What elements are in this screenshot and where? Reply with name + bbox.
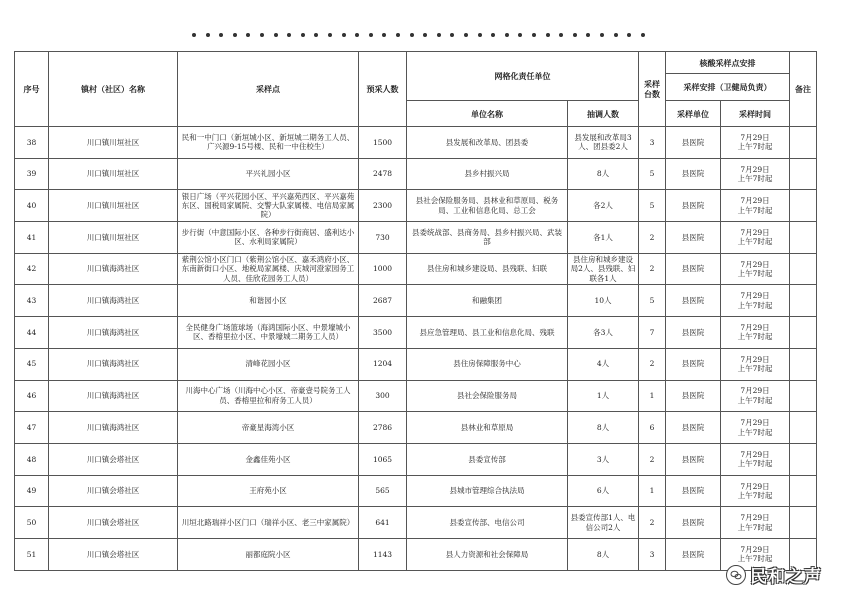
dot bbox=[246, 33, 250, 37]
cell-unit: 县乡村振兴局 bbox=[407, 158, 568, 190]
cell-sample-unit: 县医院 bbox=[666, 348, 721, 380]
cell-village: 川口镇海鸿社区 bbox=[49, 253, 178, 285]
cell-sample-time bbox=[721, 412, 790, 444]
dot bbox=[410, 33, 414, 37]
dot bbox=[478, 33, 482, 37]
dot bbox=[314, 33, 318, 37]
cell-point: 平兴礼园小区 bbox=[178, 158, 359, 190]
cell-stations: 2 bbox=[639, 253, 666, 285]
cell-staff: 6人 bbox=[568, 475, 639, 507]
cell-staff: 10人 bbox=[568, 285, 639, 317]
cell-note bbox=[790, 127, 817, 159]
cell-point: 川海中心广场（川海中心小区、帝豪壹号院务工人员、香榕里拉和府务工人员） bbox=[178, 380, 359, 412]
wechat-icon bbox=[726, 565, 746, 585]
sample-start: 上午7时起 bbox=[737, 142, 773, 152]
cell-village: 川口镇会塔社区 bbox=[49, 443, 178, 475]
cell-stations: 1 bbox=[639, 475, 666, 507]
cell-unit: 县城市管理综合执法局 bbox=[407, 475, 568, 507]
sample-date: 7月29日 bbox=[740, 513, 770, 523]
cell-sample-unit: 县医院 bbox=[666, 507, 721, 539]
cell-village: 川口镇海鸿社区 bbox=[49, 317, 178, 349]
cell-staff: 县委宣传部1人、电信公司2人 bbox=[568, 507, 639, 539]
col-expected: 预采人数 bbox=[359, 52, 407, 127]
cell-unit: 县林业和草原局 bbox=[407, 412, 568, 444]
cell-point: 王府苑小区 bbox=[178, 475, 359, 507]
cell-stations: 6 bbox=[639, 412, 666, 444]
sample-start: 上午7时起 bbox=[737, 522, 773, 532]
cell-note bbox=[790, 380, 817, 412]
col-plan-sub: 采样安排（卫健局负责） bbox=[666, 74, 790, 101]
cell-seq: 43 bbox=[15, 285, 49, 317]
cell-sample-time bbox=[721, 380, 790, 412]
dot bbox=[546, 33, 550, 37]
cell-unit: 县人力资源和社会保障局 bbox=[407, 538, 568, 570]
dot bbox=[600, 33, 604, 37]
cell-note bbox=[790, 507, 817, 539]
header-dots bbox=[192, 33, 652, 39]
table-row bbox=[15, 538, 817, 570]
sample-start: 上午7时起 bbox=[737, 459, 773, 469]
cell-seq: 39 bbox=[15, 158, 49, 190]
watermark bbox=[726, 562, 822, 587]
cell-point: 清峰花园小区 bbox=[178, 348, 359, 380]
sample-start: 上午7时起 bbox=[737, 427, 773, 437]
sampling-table bbox=[14, 51, 817, 571]
sample-start: 上午7时起 bbox=[737, 395, 773, 405]
cell-unit: 县社会保险服务局 bbox=[407, 380, 568, 412]
cell-sample-time bbox=[721, 317, 790, 349]
table-row bbox=[15, 507, 817, 539]
sample-start: 上午7时起 bbox=[737, 490, 773, 500]
cell-unit: 县委宣传部 bbox=[407, 443, 568, 475]
cell-sample-time bbox=[721, 127, 790, 159]
cell-unit: 和融集团 bbox=[407, 285, 568, 317]
cell-note bbox=[790, 222, 817, 254]
cell-sample-unit: 县医院 bbox=[666, 538, 721, 570]
sample-start: 上午7时起 bbox=[737, 269, 773, 279]
cell-seq: 50 bbox=[15, 507, 49, 539]
cell-expected: 300 bbox=[359, 380, 407, 412]
cell-unit: 县住房和城乡建设局、县残联、妇联 bbox=[407, 253, 568, 285]
cell-stations: 3 bbox=[639, 538, 666, 570]
sample-date: 7月29日 bbox=[740, 418, 770, 428]
cell-village: 川口镇海鸿社区 bbox=[49, 412, 178, 444]
cell-note bbox=[790, 317, 817, 349]
cell-seq: 41 bbox=[15, 222, 49, 254]
cell-point: 和谐园小区 bbox=[178, 285, 359, 317]
cell-note bbox=[790, 190, 817, 222]
cell-stations: 2 bbox=[639, 507, 666, 539]
sample-start: 上午7时起 bbox=[737, 300, 773, 310]
sample-date: 7月29日 bbox=[740, 544, 770, 554]
cell-seq: 42 bbox=[15, 253, 49, 285]
cell-sample-unit: 县医院 bbox=[666, 127, 721, 159]
dot bbox=[559, 33, 563, 37]
dot bbox=[219, 33, 223, 37]
dot bbox=[627, 33, 631, 37]
sample-start: 上午7时起 bbox=[737, 205, 773, 215]
cell-village: 川口镇海鸿社区 bbox=[49, 285, 178, 317]
dot bbox=[369, 33, 373, 37]
cell-expected: 1500 bbox=[359, 127, 407, 159]
cell-note bbox=[790, 348, 817, 380]
cell-sample-time bbox=[721, 222, 790, 254]
cell-point: 紫荆公馆小区门口（紫荆公馆小区、嘉禾鸿府小区、东南新街口小区、地税局家属楼、庆城河澄家园务工人员、佳欣花园务工人员） bbox=[178, 253, 359, 285]
cell-village: 川口镇会塔社区 bbox=[49, 507, 178, 539]
cell-staff: 各1人 bbox=[568, 222, 639, 254]
dot bbox=[328, 33, 332, 37]
sample-date: 7月29日 bbox=[740, 291, 770, 301]
col-unit-name: 单位名称 bbox=[407, 101, 568, 127]
cell-village: 川口镇海鸿社区 bbox=[49, 380, 178, 412]
table-row bbox=[15, 443, 817, 475]
sample-date: 7月29日 bbox=[740, 196, 770, 206]
cell-unit: 县住房保障服务中心 bbox=[407, 348, 568, 380]
cell-stations: 2 bbox=[639, 348, 666, 380]
sample-date: 7月29日 bbox=[740, 481, 770, 491]
cell-point: 银日广场（平兴花园小区、平兴嘉苑西区、平兴嘉苑东区、国税局家属院、交警大队家属楼、电信局家属院） bbox=[178, 190, 359, 222]
cell-staff: 8人 bbox=[568, 412, 639, 444]
sample-date: 7月29日 bbox=[740, 164, 770, 174]
cell-seq: 40 bbox=[15, 190, 49, 222]
cell-village: 川口镇川垣社区 bbox=[49, 158, 178, 190]
dot bbox=[437, 33, 441, 37]
sample-start: 上午7时起 bbox=[737, 174, 773, 184]
dot bbox=[573, 33, 577, 37]
cell-expected: 2687 bbox=[359, 285, 407, 317]
cell-expected: 641 bbox=[359, 507, 407, 539]
dot bbox=[233, 33, 237, 37]
col-grid-unit: 网格化责任单位 bbox=[407, 52, 639, 101]
cell-village: 川口镇海鸿社区 bbox=[49, 348, 178, 380]
dot bbox=[532, 33, 536, 37]
sample-start: 上午7时起 bbox=[737, 332, 773, 342]
cell-sample-unit: 县医院 bbox=[666, 253, 721, 285]
col-plan-group: 核酸采样点安排 bbox=[666, 52, 790, 74]
col-sample-unit: 采样单位 bbox=[666, 101, 721, 127]
cell-village: 川口镇川垣社区 bbox=[49, 222, 178, 254]
dot bbox=[382, 33, 386, 37]
cell-sample-unit: 县医院 bbox=[666, 222, 721, 254]
cell-seq: 44 bbox=[15, 317, 49, 349]
table-row bbox=[15, 475, 817, 507]
table-row bbox=[15, 127, 817, 159]
cell-point: 川垣北路瑞祥小区门口（瑞祥小区、老三中家属院） bbox=[178, 507, 359, 539]
cell-village: 川口镇会塔社区 bbox=[49, 475, 178, 507]
table-row bbox=[15, 348, 817, 380]
cell-point: 步行街（中意国际小区、各种步行街商居、盛利达小区、水利局家属院） bbox=[178, 222, 359, 254]
cell-stations: 7 bbox=[639, 317, 666, 349]
sample-start: 上午7时起 bbox=[737, 364, 773, 374]
table-row bbox=[15, 412, 817, 444]
cell-staff: 4人 bbox=[568, 348, 639, 380]
cell-staff: 县住房和城乡建设局2人、县残联、妇联各1人 bbox=[568, 253, 639, 285]
col-point: 采样点 bbox=[178, 52, 359, 127]
cell-expected: 1065 bbox=[359, 443, 407, 475]
cell-sample-unit: 县医院 bbox=[666, 380, 721, 412]
cell-village: 川口镇川垣社区 bbox=[49, 190, 178, 222]
dot bbox=[423, 33, 427, 37]
cell-note bbox=[790, 475, 817, 507]
col-seq: 序号 bbox=[15, 52, 49, 127]
sample-start: 上午7时起 bbox=[737, 237, 773, 247]
table-row bbox=[15, 285, 817, 317]
cell-sample-unit: 县医院 bbox=[666, 475, 721, 507]
sample-date: 7月29日 bbox=[740, 323, 770, 333]
cell-seq: 47 bbox=[15, 412, 49, 444]
dot bbox=[491, 33, 495, 37]
cell-expected: 730 bbox=[359, 222, 407, 254]
sample-date: 7月29日 bbox=[740, 132, 770, 142]
dot bbox=[505, 33, 509, 37]
dot bbox=[355, 33, 359, 37]
cell-stations: 5 bbox=[639, 190, 666, 222]
sample-date: 7月29日 bbox=[740, 228, 770, 238]
col-stations: 采样台数 bbox=[639, 52, 666, 127]
cell-staff: 8人 bbox=[568, 538, 639, 570]
cell-sample-time bbox=[721, 285, 790, 317]
col-village: 镇村（社区）名称 bbox=[49, 52, 178, 127]
cell-staff: 3人 bbox=[568, 443, 639, 475]
cell-sample-unit: 县医院 bbox=[666, 285, 721, 317]
cell-note bbox=[790, 158, 817, 190]
sample-date: 7月29日 bbox=[740, 386, 770, 396]
cell-staff: 各3人 bbox=[568, 317, 639, 349]
cell-village: 川口镇川垣社区 bbox=[49, 127, 178, 159]
watermark-text: 民和之声 bbox=[750, 567, 822, 587]
table-row bbox=[15, 380, 817, 412]
cell-note bbox=[790, 443, 817, 475]
cell-seq: 51 bbox=[15, 538, 49, 570]
cell-sample-time bbox=[721, 348, 790, 380]
cell-sample-time bbox=[721, 475, 790, 507]
cell-seq: 46 bbox=[15, 380, 49, 412]
cell-expected: 2786 bbox=[359, 412, 407, 444]
dot bbox=[274, 33, 278, 37]
cell-stations: 3 bbox=[639, 127, 666, 159]
table-row bbox=[15, 190, 817, 222]
cell-unit: 县发展和改革局、团县委 bbox=[407, 127, 568, 159]
dot bbox=[396, 33, 400, 37]
cell-stations: 1 bbox=[639, 380, 666, 412]
cell-stations: 5 bbox=[639, 285, 666, 317]
dot bbox=[301, 33, 305, 37]
dot bbox=[586, 33, 590, 37]
cell-expected: 1143 bbox=[359, 538, 407, 570]
dot bbox=[287, 33, 291, 37]
cell-sample-time bbox=[721, 507, 790, 539]
col-note: 备注 bbox=[790, 52, 817, 127]
cell-point: 金鑫佳苑小区 bbox=[178, 443, 359, 475]
cell-staff: 1人 bbox=[568, 380, 639, 412]
sample-date: 7月29日 bbox=[740, 259, 770, 269]
cell-seq: 49 bbox=[15, 475, 49, 507]
cell-expected: 565 bbox=[359, 475, 407, 507]
cell-sample-time bbox=[721, 253, 790, 285]
cell-sample-unit: 县医院 bbox=[666, 412, 721, 444]
dot bbox=[206, 33, 210, 37]
dot bbox=[450, 33, 454, 37]
table-body bbox=[15, 127, 817, 571]
dot bbox=[260, 33, 264, 37]
cell-seq: 38 bbox=[15, 127, 49, 159]
cell-sample-time bbox=[721, 443, 790, 475]
col-sample-time: 采样时间 bbox=[721, 101, 790, 127]
cell-point: 丽都庭院小区 bbox=[178, 538, 359, 570]
cell-stations: 2 bbox=[639, 443, 666, 475]
cell-staff: 县发展和改革局3人、团县委2人 bbox=[568, 127, 639, 159]
dot bbox=[614, 33, 618, 37]
table-row bbox=[15, 317, 817, 349]
cell-unit: 县应急管理局、县工业和信息化局、残联 bbox=[407, 317, 568, 349]
cell-note bbox=[790, 253, 817, 285]
cell-point: 帝豪星海湾小区 bbox=[178, 412, 359, 444]
cell-stations: 5 bbox=[639, 158, 666, 190]
dot bbox=[464, 33, 468, 37]
dot bbox=[342, 33, 346, 37]
sample-date: 7月29日 bbox=[740, 354, 770, 364]
cell-stations: 2 bbox=[639, 222, 666, 254]
cell-expected: 2300 bbox=[359, 190, 407, 222]
sample-date: 7月29日 bbox=[740, 449, 770, 459]
cell-unit: 县社会保险服务局、县林业和草原局、税务局、工业和信息化局、总工会 bbox=[407, 190, 568, 222]
cell-point: 全民健身广场篮球场（海鸿国际小区、中景壕城小区、香榕里拉小区、中景壕城二期务工人员） bbox=[178, 317, 359, 349]
cell-point: 民和一中门口（新垣城小区、新垣城二期务工人员、广兴源9-15号楼、民和一中住校生） bbox=[178, 127, 359, 159]
table-row bbox=[15, 158, 817, 190]
table-row bbox=[15, 253, 817, 285]
cell-seq: 45 bbox=[15, 348, 49, 380]
col-staff: 抽调人数 bbox=[568, 101, 639, 127]
cell-sample-time bbox=[721, 190, 790, 222]
dot bbox=[192, 33, 196, 37]
cell-unit: 县委宣传部、电信公司 bbox=[407, 507, 568, 539]
cell-sample-unit: 县医院 bbox=[666, 190, 721, 222]
cell-unit: 县委统战部、县商务局、县乡村振兴局、武装部 bbox=[407, 222, 568, 254]
dot bbox=[641, 33, 645, 37]
cell-seq: 48 bbox=[15, 443, 49, 475]
cell-expected: 1000 bbox=[359, 253, 407, 285]
cell-expected: 1204 bbox=[359, 348, 407, 380]
cell-expected: 3500 bbox=[359, 317, 407, 349]
cell-village: 川口镇会塔社区 bbox=[49, 538, 178, 570]
cell-note bbox=[790, 412, 817, 444]
cell-sample-unit: 县医院 bbox=[666, 317, 721, 349]
table-row bbox=[15, 222, 817, 254]
cell-note bbox=[790, 285, 817, 317]
cell-sample-unit: 县医院 bbox=[666, 158, 721, 190]
cell-expected: 2478 bbox=[359, 158, 407, 190]
cell-sample-unit: 县医院 bbox=[666, 443, 721, 475]
cell-staff: 8人 bbox=[568, 158, 639, 190]
sample-start: 上午7时起 bbox=[737, 554, 773, 564]
cell-sample-time bbox=[721, 158, 790, 190]
cell-staff: 各2人 bbox=[568, 190, 639, 222]
dot bbox=[518, 33, 522, 37]
